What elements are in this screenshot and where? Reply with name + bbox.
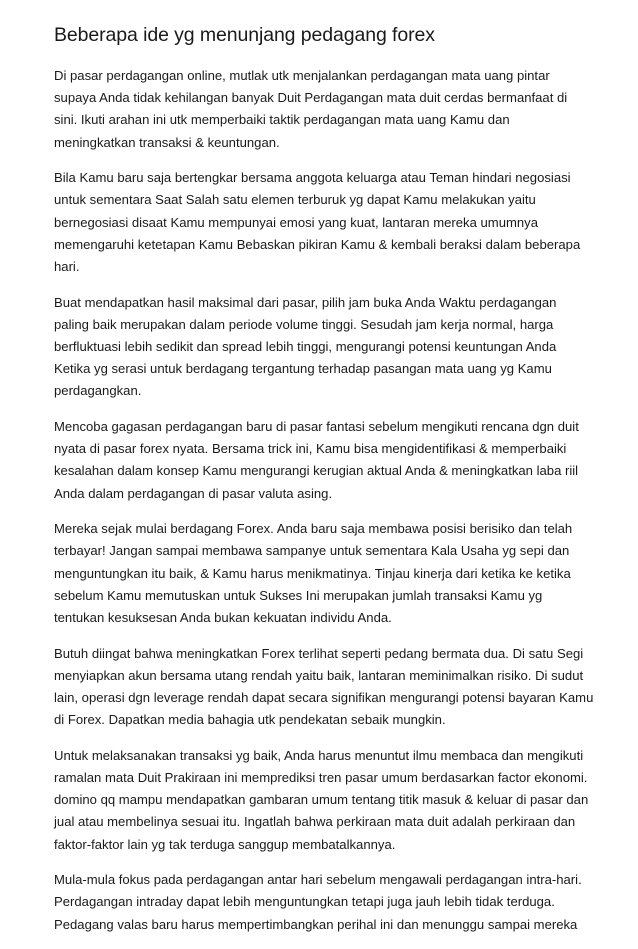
paragraph-line: supaya Anda tidak kehilangan banyak Duit Perdagangan mata duit cerdas bermanfaat di bbox=[54, 90, 568, 106]
paragraph-line: menyiapkan akun bersama utang rendah yaitu baik, lantaran meminimalkan risiko. Di sudut bbox=[54, 667, 584, 683]
paragraph-line: memengaruhi ketetapan Kamu Bebaskan pikiran Kamu & kembali beraksi dalam beberapa bbox=[54, 236, 581, 252]
paragraph bbox=[54, 65, 602, 154]
paragraph-line: perdagangkan. bbox=[54, 383, 142, 399]
paragraph-line: terbayar! Jangan sampai membawa sampanye untuk sementara Kala Usaha yg sepi dan bbox=[54, 543, 570, 559]
paragraph-line: di Forex. Dapatkan media bahagia utk pendekatan sebaik mungkin. bbox=[54, 712, 446, 728]
paragraph-line: Buat mendapatkan hasil maksimal dari pasar, pilih jam buka Anda Waktu perdagangan bbox=[54, 294, 557, 310]
paragraph-line: Pedagang valas baru harus mempertimbangkan perihal ini dan menunggu sampai mereka bbox=[54, 916, 578, 932]
paragraph-line: sebelum Kamu memutuskan untuk Sukses Ini merupakan jumlah transaksi Kamu yg bbox=[54, 587, 543, 603]
paragraph-line: menguntungkan itu baik, & Kamu harus menikmatinya. Tinjau kinerja dari ketika ke ketika bbox=[54, 565, 571, 581]
paragraph-line: faktor-faktor lain yg tak terduga sanggup membatalkannya. bbox=[54, 836, 396, 852]
paragraph-line: untuk sementara Saat Salah satu elemen terburuk yg dapat Kamu melakukan yaitu bbox=[54, 192, 536, 208]
paragraph-line: Untuk melaksanakan transaksi yg baik, Anda harus menuntut ilmu membaca dan mengikuti bbox=[54, 747, 584, 763]
paragraph-line: berfluktuasi lebih sedikit dan spread lebih tinggi, mengurangi potensi keuntungan Anda bbox=[54, 339, 557, 355]
paragraph-line: Anda dalam perdagangan di pasar valuta asing. bbox=[54, 485, 333, 501]
paragraph-line: paling baik merupakan dalam periode volume tinggi. Sesudah jam kerja normal, harga bbox=[54, 316, 554, 332]
paragraph-line: domino qq mampu mendapatkan gambaran umum tentang titik masuk & keluar di pasar dan bbox=[54, 792, 589, 808]
paragraph-line: kesalahan dalam konsep Kamu mengurangi kerugian aktual Anda & meningkatkan laba riil bbox=[54, 463, 579, 479]
paragraph-line: hari. bbox=[54, 259, 80, 275]
paragraph-line: meningkatkan transaksi & keuntungan. bbox=[54, 134, 280, 150]
paragraph-line: bernegosiasi disaat Kamu mempunyai emosi yang kuat, lantaran mereka umumnya bbox=[54, 214, 538, 230]
paragraph bbox=[54, 745, 602, 856]
paragraph-line: Mencoba gagasan perdagangan baru di pasar fantasi sebelum mengikuti rencana dgn duit bbox=[54, 419, 579, 435]
paragraph-line: Di pasar perdagangan online, mutlak utk menjalankan perdagangan mata uang pintar bbox=[54, 68, 550, 83]
paragraph-line: jual atau membelinya sesuai itu. Ingatlah bahwa perkiraan mata duit adalah perkiraan dan bbox=[54, 814, 576, 830]
document-body bbox=[54, 65, 602, 936]
paragraph-line: nyata di pasar forex nyata. Bersama trick ini, Kamu bisa mengidentifikasi & memperbaiki bbox=[54, 441, 567, 457]
paragraph-line: Ketika yg serasi untuk berdagang tergantung terhadap pasangan mata uang yg Kamu bbox=[54, 361, 552, 377]
paragraph-line: lain, operasi dgn leverage rendah dapat secara signifikan mengurangi potensi bayaran Kamu bbox=[54, 690, 594, 706]
paragraph-line: tentukan kesuksesan Anda bukan kekuatan individu Anda. bbox=[54, 610, 392, 626]
paragraph bbox=[54, 643, 602, 732]
paragraph-line: Mereka sejak mulai berdagang Forex. Anda baru saja membawa posisi berisiko dan telah bbox=[54, 521, 573, 537]
paragraph-line: Butuh diingat bahwa meningkatkan Forex terlihat seperti pedang bermata dua. Di satu Segi bbox=[54, 645, 584, 661]
paragraph-line: ramalan mata Duit Prakiraan ini memprediksi tren pasar umum berdasarkan factor ekonomi. bbox=[54, 770, 588, 786]
document-title: Beberapa ide yg menunjang pedagang forex bbox=[54, 24, 435, 46]
paragraph-line: Bila Kamu baru saja bertengkar bersama anggota keluarga atau Teman hindari negosiasi bbox=[54, 170, 571, 186]
paragraph bbox=[54, 416, 602, 505]
paragraph-line: Perdagangan intraday dapat lebih menguntungkan tetapi juga jauh lebih tidak terduga. bbox=[54, 894, 555, 910]
paragraph bbox=[54, 518, 602, 629]
paragraph bbox=[54, 167, 602, 278]
paragraph bbox=[54, 292, 602, 403]
paragraph-line: Mula-mula fokus pada perdagangan antar hari sebelum mengawali perdagangan intra-hari. bbox=[54, 872, 582, 888]
document-page bbox=[54, 22, 602, 949]
paragraph-line: sini. Ikuti arahan ini utk memperbaiki taktik perdagangan mata uang Kamu dan bbox=[54, 112, 510, 128]
